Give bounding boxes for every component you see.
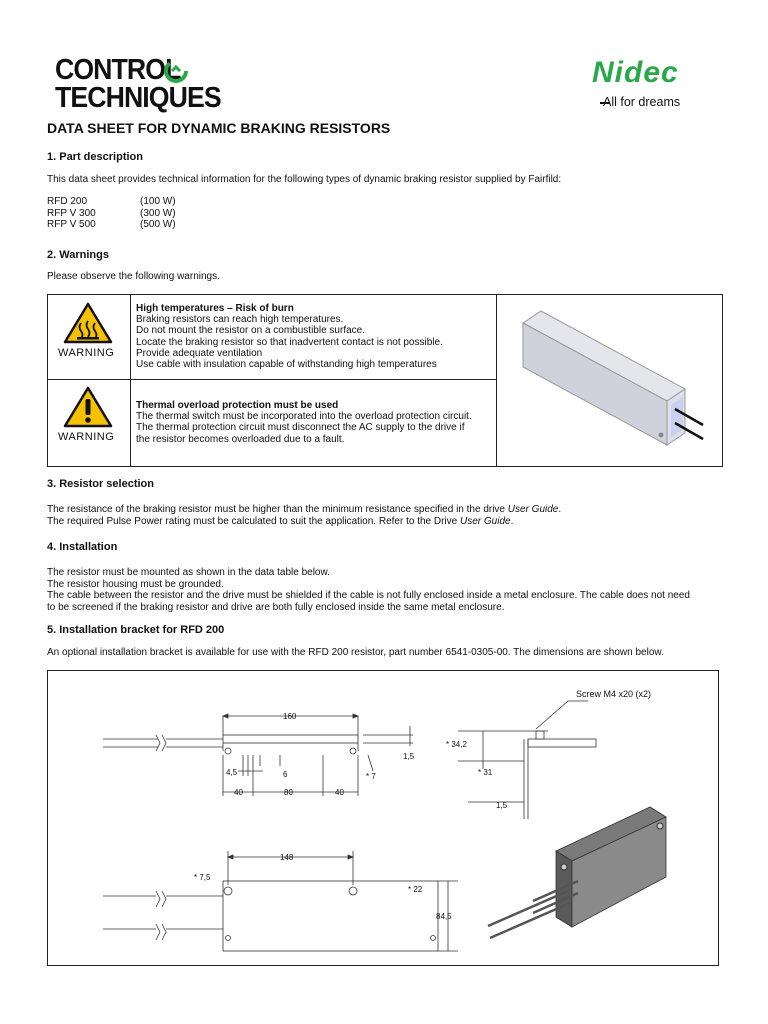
user-guide-ref: User Guide — [507, 504, 559, 515]
nidec-tagline: All for dreams — [603, 95, 681, 109]
section4-line: The resistor must be mounted as shown in the data table below. — [47, 567, 330, 578]
page-title: DATA SHEET FOR DYNAMIC BRAKING RESISTORS — [47, 120, 391, 136]
text-segment: The resistance of the braking resistor must be higher than the minimum resistance specified in the drive — [47, 504, 508, 515]
warnings-table — [47, 294, 723, 467]
section1-heading: 1. Part description — [47, 151, 143, 163]
warning1-line: Provide adequate ventilation — [136, 347, 263, 359]
dim-34-2: * 34,2 — [446, 740, 467, 749]
logo-line2: TECHNIQUES — [55, 82, 221, 114]
part-power-3: (500 W) — [140, 219, 176, 230]
part-power-2: (300 W) — [140, 207, 176, 219]
warning1-title: High temperatures – Risk of burn — [136, 303, 294, 314]
dim-40a: 40 — [234, 788, 243, 797]
dim-1-5-top: 1,5 — [403, 752, 415, 761]
section2-intro: Please observe the following warnings. — [47, 271, 220, 282]
nidec-brand: Nidec — [592, 56, 679, 89]
section2-heading: 2. Warnings — [47, 249, 109, 261]
section5-text: An optional installation bracket is available for use with the RFD 200 resistor, part number 6541-0305-00. The dimensions are shown below. — [47, 647, 664, 658]
section4-line: The cable between the resistor and the drive must be shielded if the cable is not fully enclosed inside a metal enclosure. The cable does not need — [47, 590, 690, 601]
bracket-drawing-svg — [48, 671, 718, 965]
warning2-line: the resistor becomes overloaded due to a fault. — [136, 433, 345, 445]
dim-160: 160 — [283, 712, 297, 721]
dim-84-5: 84,5 — [436, 912, 452, 921]
warning2-line: The thermal switch must be incorporated into the overload protection circuit. — [136, 411, 472, 423]
warning-label-2: WARNING — [58, 431, 115, 443]
part-power-1: (100 W) — [140, 196, 176, 207]
text-segment: . — [558, 504, 562, 515]
section4-heading: 4. Installation — [47, 541, 118, 553]
nidec-logo — [588, 56, 718, 112]
part-name-1: RFD 200 — [47, 196, 88, 207]
exclamation-warning-icon — [62, 385, 114, 429]
dim-7-5: * 7,5 — [194, 873, 211, 882]
part-name-3: RFP V 500 — [47, 219, 96, 230]
table-divider — [48, 379, 496, 380]
text-segment: . — [510, 515, 514, 527]
dim-80: 80 — [284, 788, 293, 797]
warning1-text — [136, 303, 443, 370]
logo-line1: CONTROL — [55, 54, 181, 86]
dim-31: * 31 — [478, 768, 493, 777]
logo-swirl-icon — [163, 58, 189, 84]
section1-intro: This data sheet provides technical information for the following types of dynamic braking resistor supplied by Fairfild: — [47, 174, 562, 185]
section4-line: to be screened if the braking resistor and drive are both fully enclosed inside the same metal enclosure. — [47, 601, 505, 613]
resistor-illustration — [503, 305, 715, 457]
dim-4-5: 4,5 — [226, 768, 238, 777]
section3-heading: 3. Resistor selection — [47, 478, 154, 490]
warning-label-1: WARNING — [58, 347, 115, 359]
table-divider — [130, 295, 131, 466]
warning2-title: Thermal overload protection must be used — [136, 400, 339, 411]
text-segment: The required Pulse Power rating must be calculated to suit the application. Refer to the Drive — [47, 515, 460, 527]
dim-22: * 22 — [408, 885, 423, 894]
part-name-2: RFP V 300 — [47, 207, 96, 219]
warning2-line: The thermal protection circuit must disconnect the AC supply to the drive if — [136, 422, 465, 434]
dim-40b: 40 — [335, 788, 344, 797]
section3-line1 — [47, 504, 561, 516]
section3-line2 — [47, 516, 513, 528]
dim-1-5-side: 1,5 — [496, 801, 508, 810]
warning1-line: Do not mount the resistor on a combustible surface. — [136, 325, 366, 337]
dim-6: 6 — [283, 770, 288, 779]
hot-surface-warning-icon — [62, 301, 114, 345]
warning1-line: Use cable with insulation capable of withstanding high temperatures — [136, 359, 437, 371]
user-guide-ref: User Guide — [460, 515, 511, 527]
dim-148: 148 — [280, 853, 294, 862]
dim-7: * 7 — [366, 772, 376, 781]
bracket-drawing — [47, 670, 719, 966]
warning1-line: Braking resistors can reach high temperatures. — [136, 314, 344, 326]
warning1-line: Locate the braking resistor so that inadvertent contact is not possible. — [136, 336, 443, 348]
section4-line: The resistor housing must be grounded. — [47, 578, 224, 590]
screw-label: Screw M4 x20 (x2) — [576, 689, 652, 699]
control-techniques-logo — [55, 54, 221, 114]
table-divider — [496, 295, 497, 466]
warning2-text — [136, 400, 472, 445]
bracket-3d-illustration — [488, 807, 666, 938]
section5-heading: 5. Installation bracket for RFD 200 — [47, 624, 225, 636]
